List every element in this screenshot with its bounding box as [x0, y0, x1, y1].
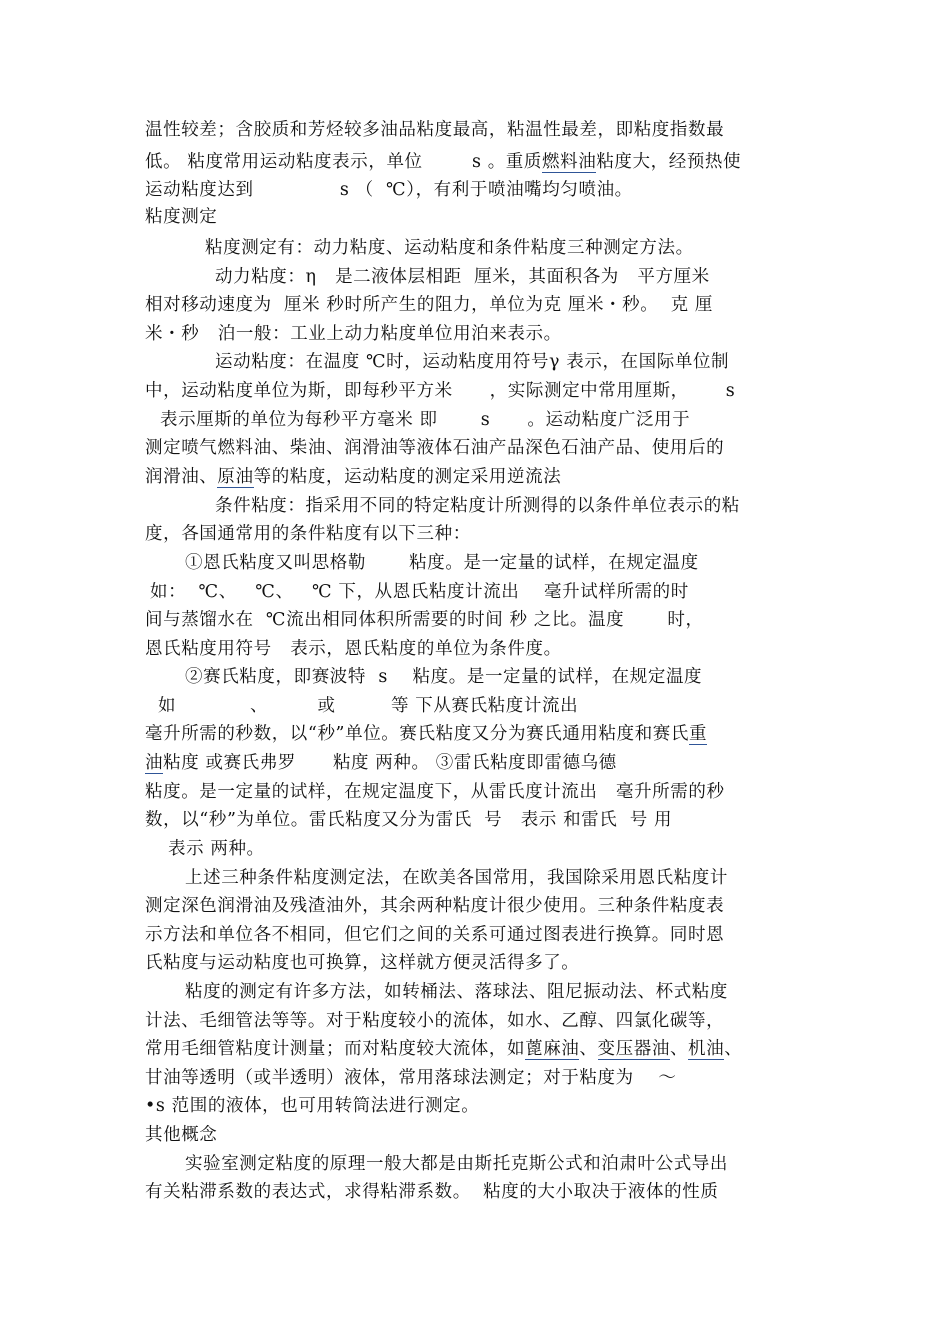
text-line — [185, 551, 699, 575]
text-run: 如： ℃、 ℃、 ℃ 下，从恩氏粘度计流出 毫升试样所需的时 — [150, 582, 689, 602]
text-line — [160, 408, 690, 432]
text-run: 间与蒸馏水在 ℃流出相同体积所需要的时间 秒 之比。温度 时， — [145, 610, 704, 630]
text-run: 低。 粘度常用运动粘度表示，单位 s 。重质 — [145, 152, 543, 172]
text-line — [205, 236, 694, 260]
text-run: 润滑油、 — [145, 467, 218, 487]
text-line — [185, 866, 728, 890]
text-run: 测定深色润滑油及残渣油外，其余两种粘度计很少使用。三种条件粘度表 — [145, 896, 725, 916]
text-line — [145, 436, 724, 460]
text-run: 中，运动粘度单位为斯，即每秒平方米 ，实际测定中常用厘斯， s — [145, 381, 736, 401]
text-run: 粘度大，经预热使 — [596, 152, 742, 172]
text-run: 计法、毛细管法等等。对于粘度较小的流体，如水、乙醇、四氯化碳等， — [145, 1011, 725, 1031]
text-run: 恩氏粘度用符号 表示，恩氏粘度的单位为条件度。 — [145, 639, 562, 659]
text-line — [145, 322, 562, 346]
text-line — [145, 522, 471, 546]
text-run: 粘度。是一定量的试样，在规定温度下，从雷氏度计流出 毫升所需的秒 — [145, 782, 725, 802]
text-run: 粘度测定 — [145, 207, 218, 227]
text-line — [145, 808, 672, 832]
text-run: 甘油等透明（或半透明）液体，常用落球法测定；对于粘度为 ～ — [145, 1068, 677, 1088]
text-line — [150, 580, 689, 604]
text-run: 表示厘斯的单位为每秒平方毫米 即 s 。运动粘度广泛用于 — [160, 410, 691, 430]
text-run: 示方法和单位各不相同，但它们之间的关系可通过图表进行换算。同时恩 — [145, 925, 725, 945]
text-run: 粘度的测定有许多方法，如转桶法、落球法、阻尼振动法、杯式粘度 — [185, 982, 728, 1002]
text-line — [145, 379, 735, 403]
text-run: 上述三种条件粘度测定法，在欧美各国常用，我国除采用恩氏粘度计 — [185, 868, 728, 888]
text-line — [145, 465, 561, 489]
text-line — [145, 1066, 676, 1090]
text-line — [185, 980, 728, 1004]
text-run: 、 — [724, 1039, 743, 1059]
text-run: 有关粘滞系数的表达式，求得粘滞系数。 粘度的大小取决于液体的性质 — [145, 1182, 719, 1202]
text-run: 度，各国通常用的条件粘度有以下三种： — [145, 524, 471, 544]
hyperlink[interactable]: 机油 — [688, 1039, 725, 1059]
text-line — [185, 665, 702, 689]
text-run: 相对移动速度为 厘米 秒时所产生的阻力，单位为克 厘米・秒。 克 厘 — [145, 295, 714, 315]
text-run: 氏粘度与运动粘度也可换算，这样就方便灵活得多了。 — [145, 953, 580, 973]
text-run: 表示 两种。 — [168, 839, 265, 859]
text-line — [145, 293, 713, 317]
text-run: 等的粘度，运动粘度的测定采用逆流法 — [253, 467, 562, 487]
text-line — [145, 1180, 718, 1204]
text-line — [145, 722, 707, 746]
text-run: ①恩氏粘度又叫思格勒 粘度。是一定量的试样，在规定温度 — [185, 553, 699, 573]
text-run: 实验室测定粘度的原理一般大都是由斯托克斯公式和泊肃叶公式导出 — [185, 1154, 728, 1174]
text-run: 常用毛细管粘度计测量；而对粘度较大流体，如 — [145, 1039, 526, 1059]
text-run: 数，以“秒”为单位。雷氏粘度又分为雷氏 号 表示 和雷氏 号 用 — [145, 810, 673, 830]
text-line — [215, 494, 740, 518]
text-line — [215, 350, 729, 374]
text-run: 粘度测定有：动力粘度、运动粘度和条件粘度三种测定方法。 — [205, 238, 694, 258]
text-line — [145, 150, 741, 174]
text-line — [145, 894, 724, 918]
text-run: 、 — [669, 1039, 689, 1059]
text-line — [185, 1152, 728, 1176]
text-line — [145, 1009, 724, 1033]
text-run: •s 范围的液体，也可用转筒法进行测定。 — [145, 1096, 480, 1116]
text-run: 运动粘度达到 s （ ℃），有利于喷油嘴均匀喷油。 — [145, 180, 633, 200]
text-line — [145, 637, 562, 661]
text-line — [145, 205, 217, 229]
text-line — [158, 694, 578, 718]
text-run: 毫升所需的秒数，以“秒”单位。赛氏粘度又分为赛氏通用粘度和赛氏 — [145, 724, 689, 744]
text-run: 温性较差；含胶质和芳烃较多油品粘度最高，粘温性最差，即粘度指数最 — [145, 120, 725, 140]
text-line — [145, 951, 579, 975]
text-line — [145, 780, 725, 804]
hyperlink[interactable]: 蓖麻油 — [525, 1039, 580, 1059]
hyperlink[interactable]: 原油 — [217, 467, 254, 487]
text-run: 其他概念 — [145, 1125, 218, 1145]
text-line — [145, 118, 724, 142]
text-line — [145, 608, 704, 632]
text-line — [145, 178, 633, 202]
text-line — [145, 923, 724, 947]
hyperlink[interactable]: 油 — [145, 753, 164, 773]
text-run: 粘度 或赛氏弗罗 粘度 两种。 ③雷氏粘度即雷德乌德 — [163, 753, 617, 773]
text-line — [145, 1094, 479, 1118]
text-run: 运动粘度：在温度 ℃时，运动粘度用符号γ 表示，在国际单位制 — [215, 352, 730, 372]
text-run: 、 — [579, 1039, 598, 1059]
text-run: 如 、 或 等 下从赛氏粘度计流出 — [158, 696, 579, 716]
text-line — [145, 751, 617, 775]
text-line — [215, 265, 710, 289]
text-run: 测定喷气燃料油、柴油、润滑油等液体石油产品深色石油产品、使用后的 — [145, 438, 725, 458]
text-run: ②赛氏粘度，即赛波特 s 粘度。是一定量的试样，在规定温度 — [185, 667, 703, 687]
text-line — [145, 1037, 742, 1061]
hyperlink[interactable]: 重 — [689, 724, 708, 744]
hyperlink[interactable]: 变压器油 — [597, 1039, 670, 1059]
text-run: 条件粘度：指采用不同的特定粘度计所测得的以条件单位表示的粘 — [215, 496, 740, 516]
text-run: 动力粘度：η 是二液体层相距 厘米，其面积各为 平方厘米 — [215, 267, 710, 287]
hyperlink[interactable]: 燃料油 — [542, 152, 597, 172]
text-run: 米・秒 泊一般：工业上动力粘度单位用泊来表示。 — [145, 324, 562, 344]
text-line — [168, 837, 265, 861]
text-line — [145, 1123, 217, 1147]
